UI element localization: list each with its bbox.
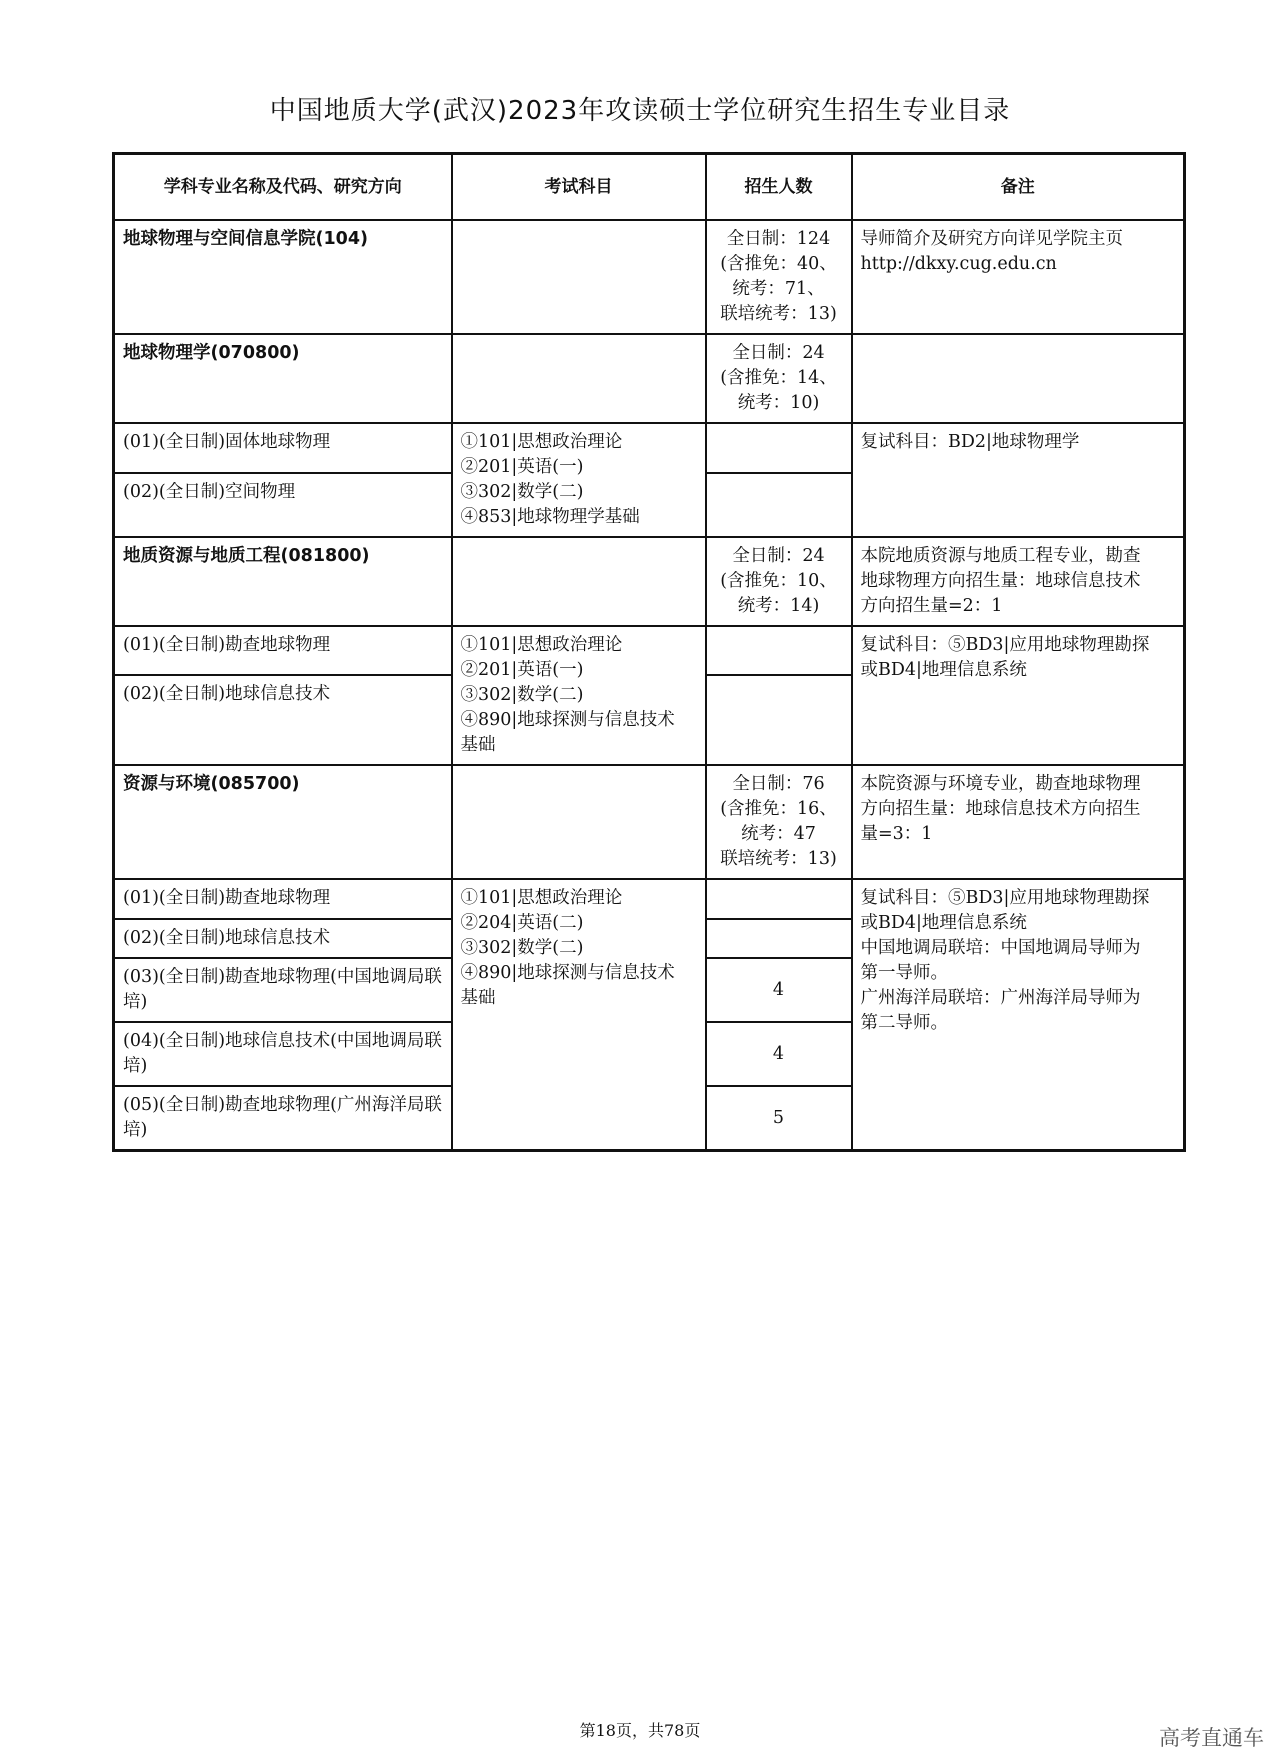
exam-line: ①101|思想政治理论 bbox=[460, 888, 623, 908]
retest-line: 广州海洋局联培：广州海洋局导师为 bbox=[860, 988, 1141, 1008]
exam-subjects bbox=[452, 879, 706, 1151]
major-exam bbox=[452, 765, 706, 879]
exam-line: ②201|英语(一) bbox=[460, 660, 584, 680]
retest-line: 复试科目：⑤BD3|应用地球物理勘探 bbox=[860, 888, 1150, 908]
direction-name: (01)(全日制)勘查地球物理 bbox=[114, 626, 452, 675]
retest-line: 第一导师。 bbox=[860, 963, 948, 983]
exam-line: ①101|思想政治理论 bbox=[460, 432, 623, 452]
direction-count bbox=[706, 626, 852, 675]
exam-line: ③302|数学(二) bbox=[460, 938, 584, 958]
quota-line: 联培统考：13) bbox=[720, 304, 837, 324]
quota-line: 全日制：124 bbox=[726, 229, 831, 249]
quota-line: 全日制：76 bbox=[732, 774, 825, 794]
exam-subjects bbox=[452, 423, 706, 537]
retest-line: 中国地调局联培：中国地调局导师为 bbox=[860, 938, 1141, 958]
enrollment-catalog-table bbox=[112, 152, 1186, 1152]
note-line: 方向招生量：地球信息技术方向招生 bbox=[860, 799, 1141, 819]
major-row bbox=[114, 334, 1185, 423]
direction-name: (05)(全日制)勘查地球物理(广州海洋局联培) bbox=[114, 1086, 452, 1151]
retest-line: 复试科目：BD2|地球物理学 bbox=[860, 432, 1080, 452]
major-exam bbox=[452, 334, 706, 423]
direction-name: (02)(全日制)地球信息技术 bbox=[114, 919, 452, 958]
note-line: http://dkxy.cug.edu.cn bbox=[860, 254, 1057, 274]
major-quota bbox=[706, 765, 852, 879]
direction-name: (02)(全日制)地球信息技术 bbox=[114, 675, 452, 765]
major-row bbox=[114, 765, 1185, 879]
major-quota bbox=[706, 537, 852, 626]
direction-name: (04)(全日制)地球信息技术(中国地调局联培) bbox=[114, 1022, 452, 1086]
direction-name: (02)(全日制)空间物理 bbox=[114, 473, 452, 537]
header-name: 学科专业名称及代码、研究方向 bbox=[114, 154, 452, 221]
note-line: 地球物理方向招生量：地球信息技术 bbox=[860, 571, 1141, 591]
direction-count bbox=[706, 473, 852, 537]
major-quota bbox=[706, 334, 852, 423]
college-quota bbox=[706, 220, 852, 334]
college-exam bbox=[452, 220, 706, 334]
direction-row bbox=[114, 626, 1185, 675]
retest-line: 第二导师。 bbox=[860, 1013, 948, 1033]
direction-name: (03)(全日制)勘查地球物理(中国地调局联培) bbox=[114, 958, 452, 1022]
exam-line: 基础 bbox=[460, 988, 496, 1008]
retest-line: 或BD4|地理信息系统 bbox=[860, 660, 1027, 680]
exam-line: ①101|思想政治理论 bbox=[460, 635, 623, 655]
exam-line: ④853|地球物理学基础 bbox=[460, 507, 640, 527]
quota-line: 全日制：24 bbox=[732, 343, 825, 363]
direction-row bbox=[114, 423, 1185, 473]
header-notes: 备注 bbox=[852, 154, 1185, 221]
direction-name: (01)(全日制)固体地球物理 bbox=[114, 423, 452, 473]
quota-line: (含推免：16、 bbox=[720, 799, 837, 819]
major-name: 资源与环境(085700) bbox=[114, 765, 452, 879]
direction-count: 5 bbox=[706, 1086, 852, 1151]
college-notes bbox=[852, 220, 1185, 334]
exam-subjects bbox=[452, 626, 706, 765]
catalog-body bbox=[114, 220, 1185, 1151]
quota-line: 全日制：24 bbox=[732, 546, 825, 566]
page-title: 中国地质大学(武汉)2023年攻读硕士学位研究生招生专业目录 bbox=[269, 96, 1011, 126]
major-exam bbox=[452, 537, 706, 626]
note-line: 本院资源与环境专业，勘查地球物理 bbox=[860, 774, 1141, 794]
page-footer: 第18页，共78页 bbox=[579, 1721, 701, 1740]
direction-count bbox=[706, 423, 852, 473]
major-notes bbox=[852, 765, 1185, 879]
major-notes bbox=[852, 334, 1185, 423]
exam-line: ③302|数学(二) bbox=[460, 482, 584, 502]
quota-line: 联培统考：13) bbox=[720, 849, 837, 869]
quota-line: (含推免：10、 bbox=[720, 571, 837, 591]
quota-line: (含推免：40、 bbox=[720, 254, 837, 274]
retest-notes bbox=[852, 423, 1185, 537]
quota-line: 统考：10) bbox=[737, 393, 820, 413]
retest-line: 复试科目：⑤BD3|应用地球物理勘探 bbox=[860, 635, 1150, 655]
exam-line: ②204|英语(二) bbox=[460, 913, 584, 933]
header-quota: 招生人数 bbox=[706, 154, 852, 221]
direction-count bbox=[706, 675, 852, 765]
direction-count: 4 bbox=[706, 958, 852, 1022]
direction-count bbox=[706, 919, 852, 958]
exam-line: 基础 bbox=[460, 735, 496, 755]
major-notes bbox=[852, 537, 1185, 626]
quota-line: 统考：14) bbox=[737, 596, 820, 616]
exam-line: ④890|地球探测与信息技术 bbox=[460, 963, 675, 983]
major-row bbox=[114, 537, 1185, 626]
note-line: 量=3：1 bbox=[860, 824, 933, 844]
exam-line: ②201|英语(一) bbox=[460, 457, 584, 477]
note-line: 本院地质资源与地质工程专业，勘查 bbox=[860, 546, 1141, 566]
exam-line: ④890|地球探测与信息技术 bbox=[460, 710, 675, 730]
major-name: 地质资源与地质工程(081800) bbox=[114, 537, 452, 626]
direction-count: 4 bbox=[706, 1022, 852, 1086]
quota-line: 统考：47 bbox=[741, 824, 816, 844]
direction-count bbox=[706, 879, 852, 919]
retest-notes bbox=[852, 626, 1185, 765]
quota-line: 统考：71、 bbox=[732, 279, 825, 299]
major-name: 地球物理学(070800) bbox=[114, 334, 452, 423]
exam-line: ③302|数学(二) bbox=[460, 685, 584, 705]
retest-notes bbox=[852, 879, 1185, 1151]
college-row bbox=[114, 220, 1185, 334]
watermark: 高考直通车 bbox=[1159, 1726, 1264, 1750]
note-line: 导师简介及研究方向详见学院主页 bbox=[860, 229, 1123, 249]
direction-name: (01)(全日制)勘查地球物理 bbox=[114, 879, 452, 919]
header-exam: 考试科目 bbox=[452, 154, 706, 221]
quota-line: (含推免：14、 bbox=[720, 368, 837, 388]
college-name: 地球物理与空间信息学院(104) bbox=[114, 220, 452, 334]
direction-row bbox=[114, 879, 1185, 919]
header-row bbox=[114, 154, 1185, 221]
note-line: 方向招生量=2：1 bbox=[860, 596, 1003, 616]
retest-line: 或BD4|地理信息系统 bbox=[860, 913, 1027, 933]
